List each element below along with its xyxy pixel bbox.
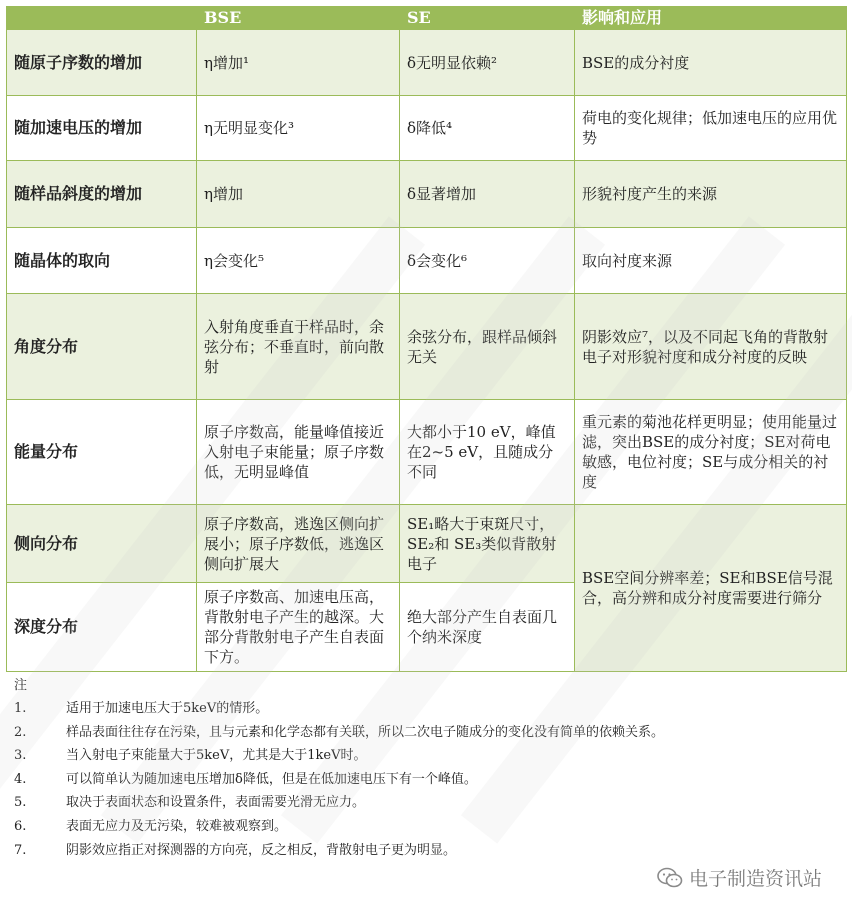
row-label: 随加速电压的增加 — [7, 96, 197, 161]
footnote-number: 3. — [14, 748, 27, 764]
cell-se: SE₁略大于束斑尺寸，SE₂和 SE₃类似背散射电子 — [400, 505, 575, 583]
cell-bse: 入射角度垂直于样品时，余弦分布；不垂直时，前向散射 — [197, 294, 400, 400]
cell-application: 荷电的变化规律；低加速电压的应用优势 — [575, 96, 847, 161]
table-row — [7, 228, 847, 294]
footnote-number: 1. — [14, 701, 27, 716]
cell-bse: η无明显变化³ — [197, 96, 400, 161]
cell-bse: η增加¹ — [197, 30, 400, 96]
table-row — [7, 96, 847, 161]
brand-name: 电子制造资讯站 — [688, 868, 822, 890]
cell-se: δ降低⁴ — [400, 96, 575, 161]
table-header-row — [7, 7, 847, 30]
cell-bse: 原子序数高、加速电压高，背散射电子产生的越深。大部分背散射电子产生自表面下方。 — [197, 583, 400, 672]
cell-application: 重元素的菊池花样更明显；使用能量过滤，突出BSE的成分衬度；SE对荷电敏感，电位衬度；SE与成分相关的衬度 — [575, 400, 847, 505]
footnote-item — [14, 769, 834, 793]
row-label: 角度分布 — [7, 294, 197, 400]
footnote-number: 4. — [14, 771, 27, 787]
footnote-text: 适用于加速电压大于5keV的情形。 — [66, 701, 269, 716]
cell-bse: η增加 — [197, 161, 400, 228]
table-row — [7, 400, 847, 505]
row-label: 随样品斜度的增加 — [7, 161, 197, 228]
header-blank — [7, 7, 197, 30]
brand-watermark — [657, 864, 822, 891]
row-label: 深度分布 — [7, 583, 197, 672]
cell-application: BSE空间分辨率差；SE和BSE信号混合，高分辨和成分衬度需要进行筛分 — [575, 505, 847, 672]
footnote-item — [14, 792, 834, 816]
cell-application: BSE的成分衬度 — [575, 30, 847, 96]
row-label: 能量分布 — [7, 400, 197, 505]
header-bse: BSE — [197, 7, 400, 30]
row-label: 侧向分布 — [7, 505, 197, 583]
footnotes — [14, 676, 834, 863]
footnote-number: 5. — [14, 795, 27, 811]
table-row — [7, 30, 847, 96]
table-row — [7, 294, 847, 400]
footnote-item — [14, 698, 834, 722]
cell-bse: 原子序数高，逃逸区侧向扩展小；原子序数低，逃逸区侧向扩展大 — [197, 505, 400, 583]
cell-se: 绝大部分产生自表面几个纳米深度 — [400, 583, 575, 672]
header-se: SE — [400, 7, 575, 30]
cell-bse: η会变化⁵ — [197, 228, 400, 294]
row-label: 随晶体的取向 — [7, 228, 197, 294]
cell-application: 阴影效应⁷，以及不同起飞角的背散射电子对形貌衬度和成分衬度的反映 — [575, 294, 847, 400]
wechat-icon — [657, 867, 683, 889]
footnote-text: 当入射电子束能量大于5keV，尤其是大于1keV时。 — [66, 748, 367, 764]
table-row — [7, 161, 847, 228]
cell-se: δ无明显依赖² — [400, 30, 575, 96]
footnote-number: 2. — [14, 724, 27, 740]
footnote-item — [14, 722, 834, 746]
footnote-number: 7. — [14, 842, 27, 858]
footnote-item — [14, 840, 834, 864]
notes-title: 注 — [14, 678, 28, 693]
footnote-text: 可以简单认为随加速电压增加δ降低，但是在低加速电压下有一个峰值。 — [66, 771, 477, 787]
footnote-text: 取决于表面状态和设置条件，表面需要光滑无应力。 — [66, 795, 366, 811]
cell-bse: 原子序数高，能量峰值接近入射电子束能量；原子序数低，无明显峰值 — [197, 400, 400, 505]
header-application: 影响和应用 — [575, 7, 847, 30]
cell-se: 余弦分布，跟样品倾斜无关 — [400, 294, 575, 400]
footnote-number: 6. — [14, 818, 27, 834]
row-label: 随原子序数的增加 — [7, 30, 197, 96]
cell-application: 形貌衬度产生的来源 — [575, 161, 847, 228]
table-row — [7, 505, 847, 583]
footnote-item — [14, 745, 834, 769]
footnote-text: 样品表面往往存在污染，且与元素和化学态都有关联，所以二次电子随成分的变化没有简单的依赖关系。 — [66, 724, 665, 740]
cell-se: δ会变化⁶ — [400, 228, 575, 294]
footnote-text: 表面无应力及无污染，较难被观察到。 — [66, 818, 288, 834]
cell-se: 大都小于10 eV，峰值在2~5 eV，且随成分不同 — [400, 400, 575, 505]
footnote-item — [14, 816, 834, 840]
comparison-table — [6, 6, 847, 672]
footnote-text: 阴影效应指正对探测器的方向亮，反之相反，背散射电子更为明显。 — [66, 842, 457, 858]
cell-se: δ显著增加 — [400, 161, 575, 228]
cell-application: 取向衬度来源 — [575, 228, 847, 294]
